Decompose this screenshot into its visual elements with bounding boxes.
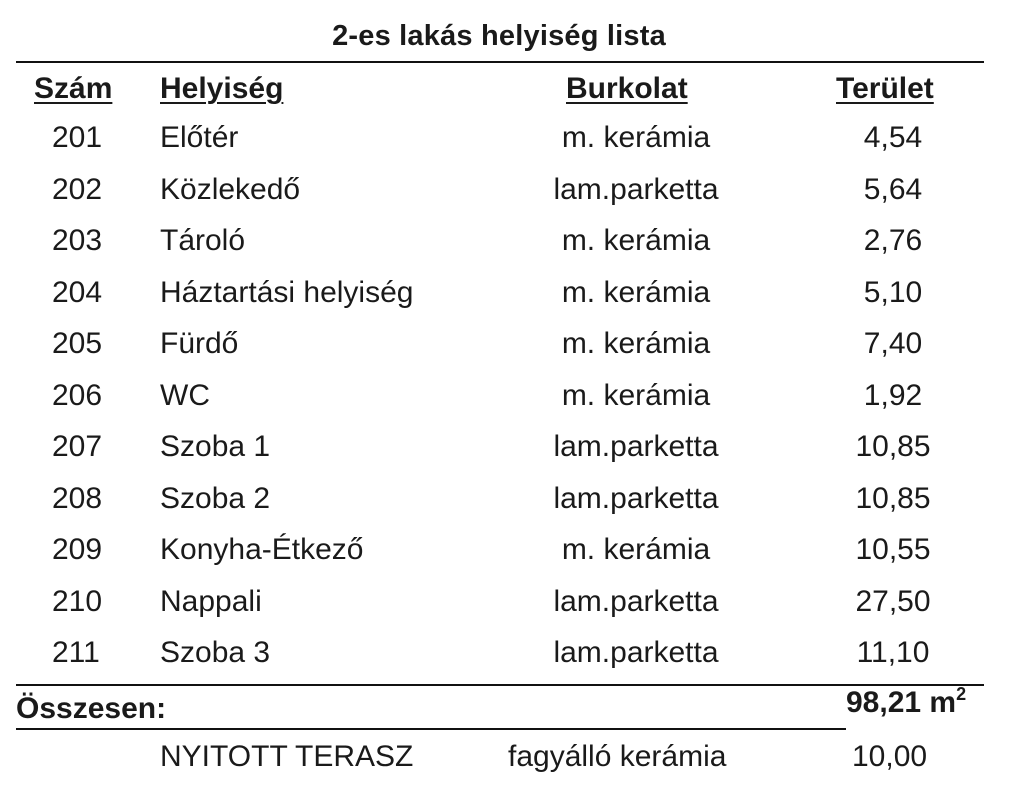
room-area: 4,54	[863, 121, 923, 154]
room-name: Fürdő	[160, 327, 239, 360]
room-material: m. kerámia	[561, 275, 711, 309]
room-number: 203	[52, 224, 103, 257]
room-material: m. kerámia	[561, 378, 711, 412]
room-name: Szoba 2	[160, 481, 271, 515]
room-name: Előtér	[160, 121, 239, 154]
room-material: m. kerámia	[561, 327, 711, 360]
room-area: 10,85	[855, 430, 931, 463]
room-material: m. kerámia	[561, 121, 711, 154]
room-material: lam.parketta	[553, 172, 719, 206]
table-row	[0, 422, 1024, 474]
room-material: lam.parketta	[553, 430, 719, 463]
terrace-area: 10,00	[852, 740, 928, 773]
room-name: Háztartási helyiség	[160, 275, 414, 309]
terrace-material: fagyálló kerámia	[508, 740, 727, 773]
room-name: Konyha-Étkező	[160, 533, 364, 566]
column-header-area: Terület	[836, 72, 934, 105]
terrace-name: NYITOTT TERASZ	[160, 740, 414, 773]
table-row	[0, 525, 1024, 577]
room-number: 210	[52, 584, 103, 618]
total-top-rule	[16, 684, 984, 686]
room-number: 211	[52, 636, 100, 669]
total-area-value	[846, 686, 966, 720]
column-header-name: Helyiség	[160, 72, 284, 105]
room-area: 10,55	[855, 533, 931, 566]
room-area: 5,64	[863, 172, 923, 206]
room-area: 27,50	[855, 584, 931, 618]
total-area-number: 98,21 m	[846, 686, 957, 719]
room-area: 7,40	[863, 327, 923, 360]
table-row	[0, 628, 1024, 680]
table-row	[0, 371, 1024, 423]
table-row	[0, 319, 1024, 371]
title-underline	[16, 61, 984, 63]
room-material: lam.parketta	[553, 636, 719, 669]
table-row	[0, 474, 1024, 526]
room-name: Tároló	[160, 224, 246, 257]
table-row	[0, 165, 1024, 217]
table-row	[0, 577, 1024, 629]
room-name: Közlekedő	[160, 172, 301, 206]
room-material: m. kerámia	[561, 533, 711, 566]
room-material: lam.parketta	[553, 481, 719, 515]
room-number: 204	[52, 275, 103, 309]
room-area: 2,76	[863, 224, 923, 257]
room-number: 206	[52, 378, 103, 412]
table-row	[0, 268, 1024, 320]
room-number: 201	[52, 121, 103, 154]
room-number: 202	[52, 172, 103, 206]
room-number: 208	[52, 481, 103, 515]
room-name: WC	[160, 378, 210, 412]
total-label: Összesen:	[16, 692, 167, 725]
total-area-unit-exponent: 2	[956, 684, 967, 704]
room-name: Nappali	[160, 584, 262, 618]
room-name: Szoba 1	[160, 430, 271, 463]
room-name: Szoba 3	[160, 636, 271, 669]
room-number: 205	[52, 327, 103, 360]
room-material: m. kerámia	[561, 224, 711, 257]
document-title: 2-es lakás helyiség lista	[332, 20, 666, 52]
room-area: 1,92	[863, 378, 923, 412]
column-header-num: Szám	[34, 72, 113, 105]
room-material: lam.parketta	[553, 584, 719, 618]
room-area: 10,85	[855, 481, 931, 515]
room-number: 207	[52, 430, 103, 463]
room-table-body	[0, 113, 1024, 680]
room-area: 11,10	[856, 636, 930, 669]
column-header-material: Burkolat	[566, 72, 688, 105]
total-bottom-rule	[16, 728, 846, 730]
room-number: 209	[52, 533, 103, 566]
room-area: 5,10	[863, 275, 923, 309]
table-row	[0, 113, 1024, 165]
table-row	[0, 216, 1024, 268]
